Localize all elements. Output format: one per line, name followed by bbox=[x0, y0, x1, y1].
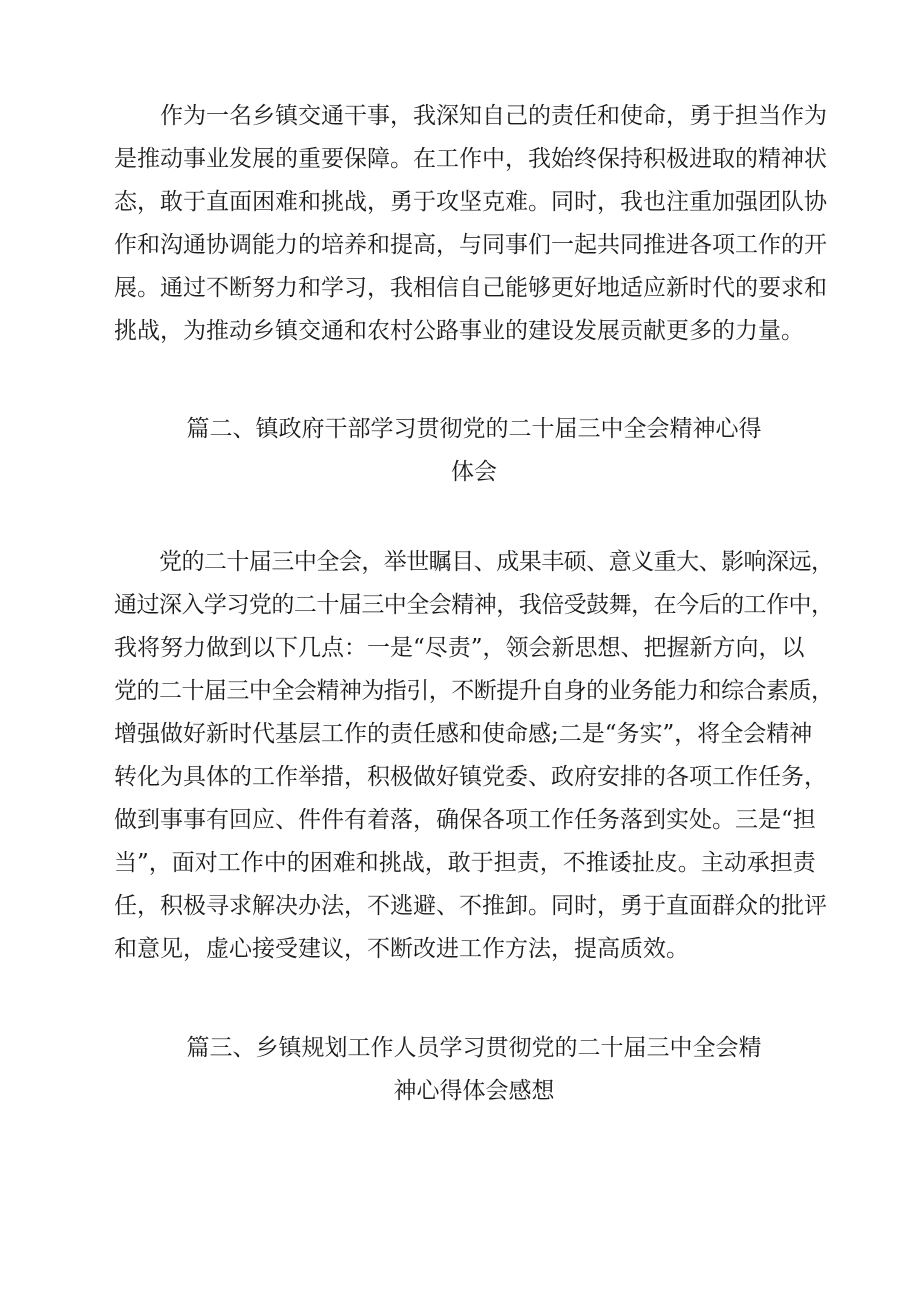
heading-line: 篇三、乡镇规划工作人员学习贯彻党的二十届三中全会精 bbox=[186, 1035, 762, 1061]
paragraph-line: 通过深入学习党的二十届三中全会精神，我倍受鼓舞，在今后的工作中， bbox=[114, 592, 834, 618]
paragraph-line: 党的二十届三中全会精神为指引，不断提升自身的业务能力和综合素质， bbox=[114, 678, 834, 704]
paragraph-line: 做到事事有回应、件件有着落，确保各项工作任务落到实处。三是“担 bbox=[114, 807, 816, 833]
paragraph-line: 是推动事业发展的重要保障。在工作中，我始终保持积极进取的精神状 bbox=[114, 146, 827, 172]
paragraph-line: 我将努力做到以下几点：一是“尽责”，领会新思想、把握新方向，以 bbox=[114, 635, 805, 661]
paragraph-line: 作和沟通协调能力的培养和提高，与同事们一起共同推进各项工作的开 bbox=[114, 232, 827, 258]
paragraph-line: 挑战，为推动乡镇交通和农村公路事业的建设发展贡献更多的力量。 bbox=[114, 318, 804, 344]
paragraph-line: 当”，面对工作中的困难和挑战，敢于担责，不推诿扯皮。主动承担责 bbox=[114, 850, 816, 876]
heading-line: 神心得体会感想 bbox=[393, 1078, 555, 1104]
paragraph-line: 增强做好新时代基层工作的责任感和使命感;二是“务实”，将全会精神 bbox=[114, 721, 813, 747]
section-heading-3 bbox=[114, 1027, 834, 1113]
heading-line: 篇二、镇政府干部学习贯彻党的二十届三中全会精神心得 bbox=[186, 416, 762, 442]
paragraph-line: 态，敢于直面困难和挑战，勇于攻坚克难。同时，我也注重加强团队协 bbox=[114, 189, 827, 215]
paragraph-line: 作为一名乡镇交通干事，我深知自己的责任和使命，勇于担当作为 bbox=[114, 103, 827, 129]
paragraph-line: 和意见，虚心接受建议，不断改进工作方法，提高质效。 bbox=[114, 936, 689, 962]
section-heading-2 bbox=[114, 408, 834, 494]
paragraph-line: 展。通过不断努力和学习，我相信自己能够更好地适应新时代的要求和 bbox=[114, 275, 827, 301]
heading-line: 体会 bbox=[451, 459, 497, 485]
paragraph-1 bbox=[114, 95, 834, 353]
paragraph-line: 转化为具体的工作举措，积极做好镇党委、政府安排的各项工作任务， bbox=[114, 764, 827, 790]
paragraph-line: 党的二十届三中全会，举世瞩目、成果丰硕、意义重大、影响深远， bbox=[114, 549, 834, 575]
paragraph-line: 任，积极寻求解决办法，不逃避、不推卸。同时，勇于直面群众的批评 bbox=[114, 893, 827, 919]
paragraph-2 bbox=[114, 541, 834, 971]
